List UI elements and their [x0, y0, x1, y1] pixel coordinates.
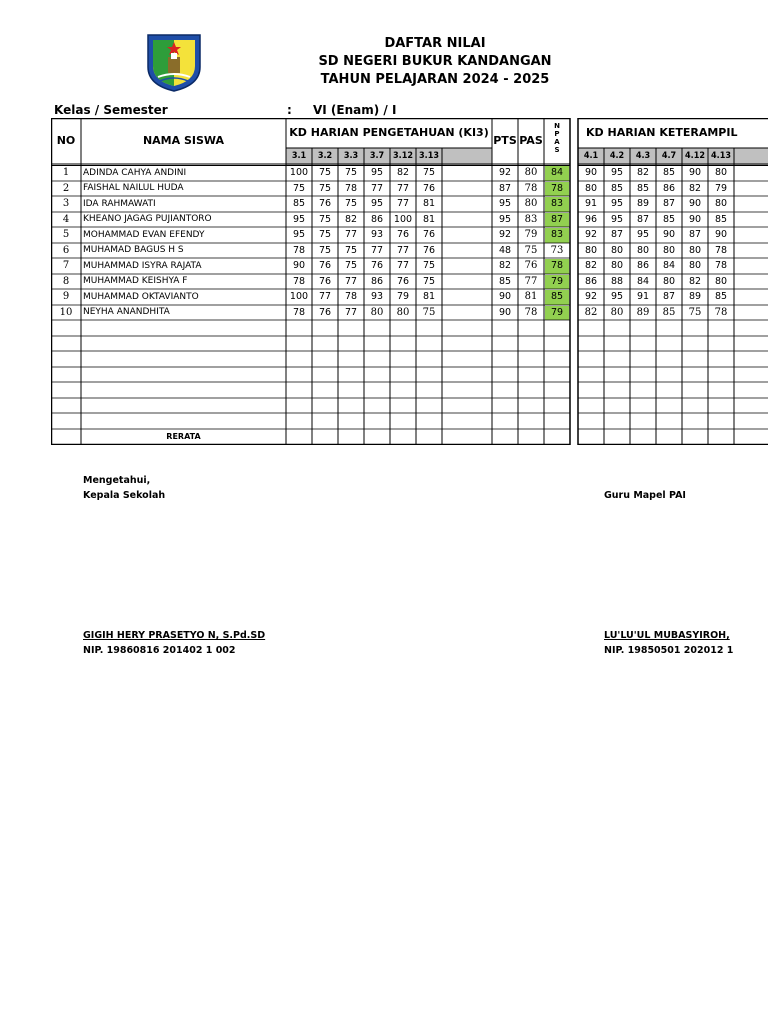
kd4-score: 85: [714, 214, 728, 225]
kd3-score: 77: [396, 245, 410, 256]
kd4-score: 95: [636, 229, 650, 240]
kd4-score: 80: [636, 245, 650, 256]
kd3-score: 75: [344, 260, 358, 271]
kd4-score: 80: [610, 307, 624, 318]
kd3-score: 76: [422, 229, 436, 240]
pas-score: 83: [524, 214, 538, 225]
kd4-score: 80: [688, 260, 702, 271]
header-npas-text: N P A S: [554, 122, 560, 154]
grade-table: [51, 118, 768, 445]
teacher-name: LU'LU'UL MUBASYIROH,: [604, 630, 730, 641]
kd3-header-3-2: 3.2: [317, 151, 333, 161]
kd4-score: 85: [610, 183, 624, 194]
npas-score: 87: [550, 214, 564, 225]
kd3-score: 76: [396, 229, 410, 240]
header-no: NO: [56, 134, 76, 147]
pts-score: 90: [498, 307, 512, 318]
student-name: MUHAMAD BAGUS H S: [83, 245, 184, 255]
row-number: 1: [62, 167, 70, 178]
kd4-score: 92: [584, 291, 598, 302]
kd3-score: 77: [344, 229, 358, 240]
kd3-header-3-7: 3.7: [369, 151, 385, 161]
row-number: 8: [62, 276, 70, 287]
kd4-score: 82: [584, 260, 598, 271]
kd3-score: 95: [292, 214, 306, 225]
kd3-score: 82: [396, 167, 410, 178]
row-number: 4: [62, 214, 70, 225]
pas-score: 78: [524, 307, 538, 318]
kd3-score: 85: [292, 198, 306, 209]
kd3-score: 75: [318, 167, 332, 178]
kd4-score: 88: [610, 276, 624, 287]
kd3-score: 95: [370, 167, 384, 178]
pas-score: 79: [524, 229, 538, 240]
student-name: MUHAMMAD ISYRA RAJATA: [83, 261, 202, 271]
kd4-score: 86: [584, 276, 598, 287]
kd3-score: 75: [422, 276, 436, 287]
kd4-score: 80: [610, 260, 624, 271]
kd4-score: 85: [662, 214, 676, 225]
kd4-score: 87: [636, 214, 650, 225]
kd3-score: 76: [318, 307, 332, 318]
kd3-score: 78: [344, 291, 358, 302]
pas-score: 78: [524, 183, 538, 194]
kd4-score: 82: [688, 276, 702, 287]
pts-score: 48: [498, 245, 512, 256]
kd4-score: 78: [714, 245, 728, 256]
kd3-score: 80: [370, 307, 384, 318]
row-number: 9: [62, 291, 70, 302]
kd4-score: 80: [584, 183, 598, 194]
document-title: DAFTAR NILAI: [384, 36, 486, 51]
kd4-score: 84: [662, 260, 676, 271]
kd4-score: 85: [662, 167, 676, 178]
kd4-score: 90: [714, 229, 728, 240]
kd3-score: 75: [422, 260, 436, 271]
pts-score: 92: [498, 229, 512, 240]
kd4-score: 96: [584, 214, 598, 225]
row-number: 3: [62, 198, 70, 209]
kd3-header-3-3: 3.3: [343, 151, 359, 161]
kd4-score: 80: [610, 245, 624, 256]
kd3-score: 100: [289, 291, 309, 302]
row-number: 6: [62, 245, 70, 256]
kd3-score: 77: [396, 183, 410, 194]
kd4-score: 92: [584, 229, 598, 240]
kd4-score: 78: [714, 260, 728, 271]
kd4-score: 87: [688, 229, 702, 240]
pts-score: 95: [498, 214, 512, 225]
kd3-score: 75: [318, 245, 332, 256]
npas-score: 73: [550, 245, 564, 256]
kd3-score: 81: [422, 214, 436, 225]
kd3-score: 78: [292, 245, 306, 256]
kd4-score: 89: [636, 198, 650, 209]
student-name: FAISHAL NAILUL HUDA: [83, 183, 184, 193]
kd4-score: 80: [662, 276, 676, 287]
kd4-header-4-7: 4.7: [661, 151, 677, 161]
kd4-score: 90: [662, 229, 676, 240]
kd3-score: 76: [370, 260, 384, 271]
pts-score: 82: [498, 260, 512, 271]
kd4-score: 82: [584, 307, 598, 318]
header-npas: [544, 122, 570, 162]
kd4-score: 95: [610, 214, 624, 225]
kd3-score: 76: [318, 276, 332, 287]
pts-score: 87: [498, 183, 512, 194]
kd3-score: 75: [422, 307, 436, 318]
kd3-score: 100: [289, 167, 309, 178]
kd4-score: 91: [636, 291, 650, 302]
kd4-score: 90: [688, 198, 702, 209]
npas-score: 84: [550, 167, 564, 178]
kd3-score: 82: [344, 214, 358, 225]
principal-nip: NIP. 19860816 201402 1 002: [83, 645, 236, 656]
kd4-header-4-13: 4.13: [711, 151, 731, 161]
kd4-score: 86: [662, 183, 676, 194]
kd4-score: 75: [688, 307, 702, 318]
teacher-title: Guru Mapel PAI: [604, 490, 686, 501]
kd3-score: 90: [292, 260, 306, 271]
kd3-score: 76: [422, 183, 436, 194]
kd4-score: 82: [688, 183, 702, 194]
student-name: NEYHA ANANDHITA: [83, 307, 170, 317]
kd4-header-4-1: 4.1: [583, 151, 599, 161]
row-number: 10: [59, 307, 73, 318]
kd3-score: 75: [318, 229, 332, 240]
pas-score: 76: [524, 260, 538, 271]
kd3-score: 77: [396, 260, 410, 271]
kd3-score: 77: [396, 198, 410, 209]
row-number: 7: [62, 260, 70, 271]
kd3-score: 76: [422, 245, 436, 256]
kd3-score: 75: [344, 245, 358, 256]
kd3-score: 100: [393, 214, 413, 225]
student-name: ADINDA CAHYA ANDINI: [83, 168, 187, 178]
npas-score: 78: [550, 183, 564, 194]
teacher-nip: NIP. 19850501 202012 1: [604, 645, 734, 656]
kd3-score: 86: [370, 276, 384, 287]
header-kd-keterampilan: KD HARIAN KETERAMPIL: [586, 126, 738, 139]
row-number: 2: [62, 183, 70, 194]
header-pts: PTS: [493, 134, 517, 147]
student-name: MOHAMMAD EVAN EFENDY: [83, 230, 205, 240]
kd3-score: 93: [370, 291, 384, 302]
pts-score: 95: [498, 198, 512, 209]
kd3-score: 79: [396, 291, 410, 302]
npas-score: 78: [550, 260, 564, 271]
kd4-header-4-2: 4.2: [609, 151, 625, 161]
kd4-score: 78: [714, 307, 728, 318]
kd4-score: 80: [584, 245, 598, 256]
kd3-score: 77: [370, 245, 384, 256]
kd4-header-4-12: 4.12: [685, 151, 705, 161]
kd3-score: 81: [422, 198, 436, 209]
kd3-score: 75: [318, 214, 332, 225]
npas-score: 79: [550, 276, 564, 287]
kd3-score: 78: [344, 183, 358, 194]
student-name: MUHAMMAD KEISHYA F: [83, 276, 188, 286]
kd4-score: 87: [662, 291, 676, 302]
kd4-score: 95: [610, 198, 624, 209]
kd3-score: 75: [292, 183, 306, 194]
rerata-label: RERATA: [166, 432, 201, 441]
kd4-score: 95: [610, 291, 624, 302]
kd3-score: 93: [370, 229, 384, 240]
kd4-score: 80: [688, 245, 702, 256]
header-pas: PAS: [519, 134, 543, 147]
kd3-score: 75: [422, 167, 436, 178]
pas-score: 80: [524, 198, 538, 209]
kd3-header-3-1: 3.1: [291, 151, 307, 161]
kd3-score: 76: [318, 198, 332, 209]
kd3-score: 76: [318, 260, 332, 271]
acknowledged-label: Mengetahui,: [83, 475, 151, 486]
kd4-score: 79: [714, 183, 728, 194]
kd3-score: 95: [370, 198, 384, 209]
kd4-score: 85: [662, 307, 676, 318]
kd4-score: 87: [662, 198, 676, 209]
npas-score: 83: [550, 229, 564, 240]
kd4-score: 84: [636, 276, 650, 287]
kd3-score: 76: [396, 276, 410, 287]
npas-score: 85: [550, 291, 564, 302]
kd4-score: 89: [688, 291, 702, 302]
pas-score: 75: [524, 245, 538, 256]
principal-name: GIGIH HERY PRASETYO N, S.Pd.SD: [83, 630, 266, 641]
pas-score: 80: [524, 167, 538, 178]
kd4-score: 80: [714, 167, 728, 178]
class-semester-label: Kelas / Semester: [54, 103, 168, 117]
kd3-score: 81: [422, 291, 436, 302]
kd3-score: 80: [396, 307, 410, 318]
kd3-score: 75: [344, 167, 358, 178]
kd3-score: 77: [318, 291, 332, 302]
kd4-score: 86: [636, 260, 650, 271]
kd3-score: 77: [370, 183, 384, 194]
kd4-header-4-3: 4.3: [635, 151, 651, 161]
kd4-score: 80: [662, 245, 676, 256]
student-name: MUHAMMAD OKTAVIANTO: [83, 292, 199, 302]
kd4-score: 85: [714, 291, 728, 302]
pts-score: 90: [498, 291, 512, 302]
kd4-score: 85: [636, 183, 650, 194]
pas-score: 77: [524, 276, 538, 287]
kd4-score: 95: [610, 167, 624, 178]
kd4-score: 90: [584, 167, 598, 178]
class-semester-value: VI (Enam) / I: [313, 103, 397, 117]
npas-score: 79: [550, 307, 564, 318]
header-kd-pengetahuan: KD HARIAN PENGETAHUAN (KI3): [289, 126, 489, 139]
kd3-score: 95: [292, 229, 306, 240]
kd4-score: 90: [688, 214, 702, 225]
kd4-score: 89: [636, 307, 650, 318]
kd3-score: 78: [292, 276, 306, 287]
kd3-score: 75: [318, 183, 332, 194]
pts-score: 85: [498, 276, 512, 287]
kd4-score: 80: [714, 198, 728, 209]
kd3-score: 75: [344, 198, 358, 209]
kd4-score: 80: [714, 276, 728, 287]
row-number: 5: [62, 229, 70, 240]
pas-score: 81: [524, 291, 538, 302]
kd3-score: 77: [344, 307, 358, 318]
pts-score: 92: [498, 167, 512, 178]
school-emblem-logo: [146, 33, 202, 93]
kd4-score: 90: [688, 167, 702, 178]
kd3-header-3-13: 3.13: [419, 151, 439, 161]
kd4-score: 87: [610, 229, 624, 240]
kd3-header-3-12: 3.12: [393, 151, 413, 161]
school-name: SD NEGERI BUKUR KANDANGAN: [318, 54, 552, 69]
kd3-score: 86: [370, 214, 384, 225]
principal-title: Kepala Sekolah: [83, 490, 166, 501]
kd3-score: 78: [292, 307, 306, 318]
academic-year: TAHUN PELAJARAN 2024 - 2025: [320, 72, 550, 87]
kd4-score: 82: [636, 167, 650, 178]
npas-score: 83: [550, 198, 564, 209]
class-semester-colon: :: [287, 103, 292, 117]
header-student-name: NAMA SISWA: [142, 134, 225, 147]
kd4-score: 91: [584, 198, 598, 209]
student-name: KHEANO JAGAG PUJIANTORO: [83, 214, 212, 224]
student-name: IDA RAHMAWATI: [83, 199, 156, 209]
kd3-score: 77: [344, 276, 358, 287]
